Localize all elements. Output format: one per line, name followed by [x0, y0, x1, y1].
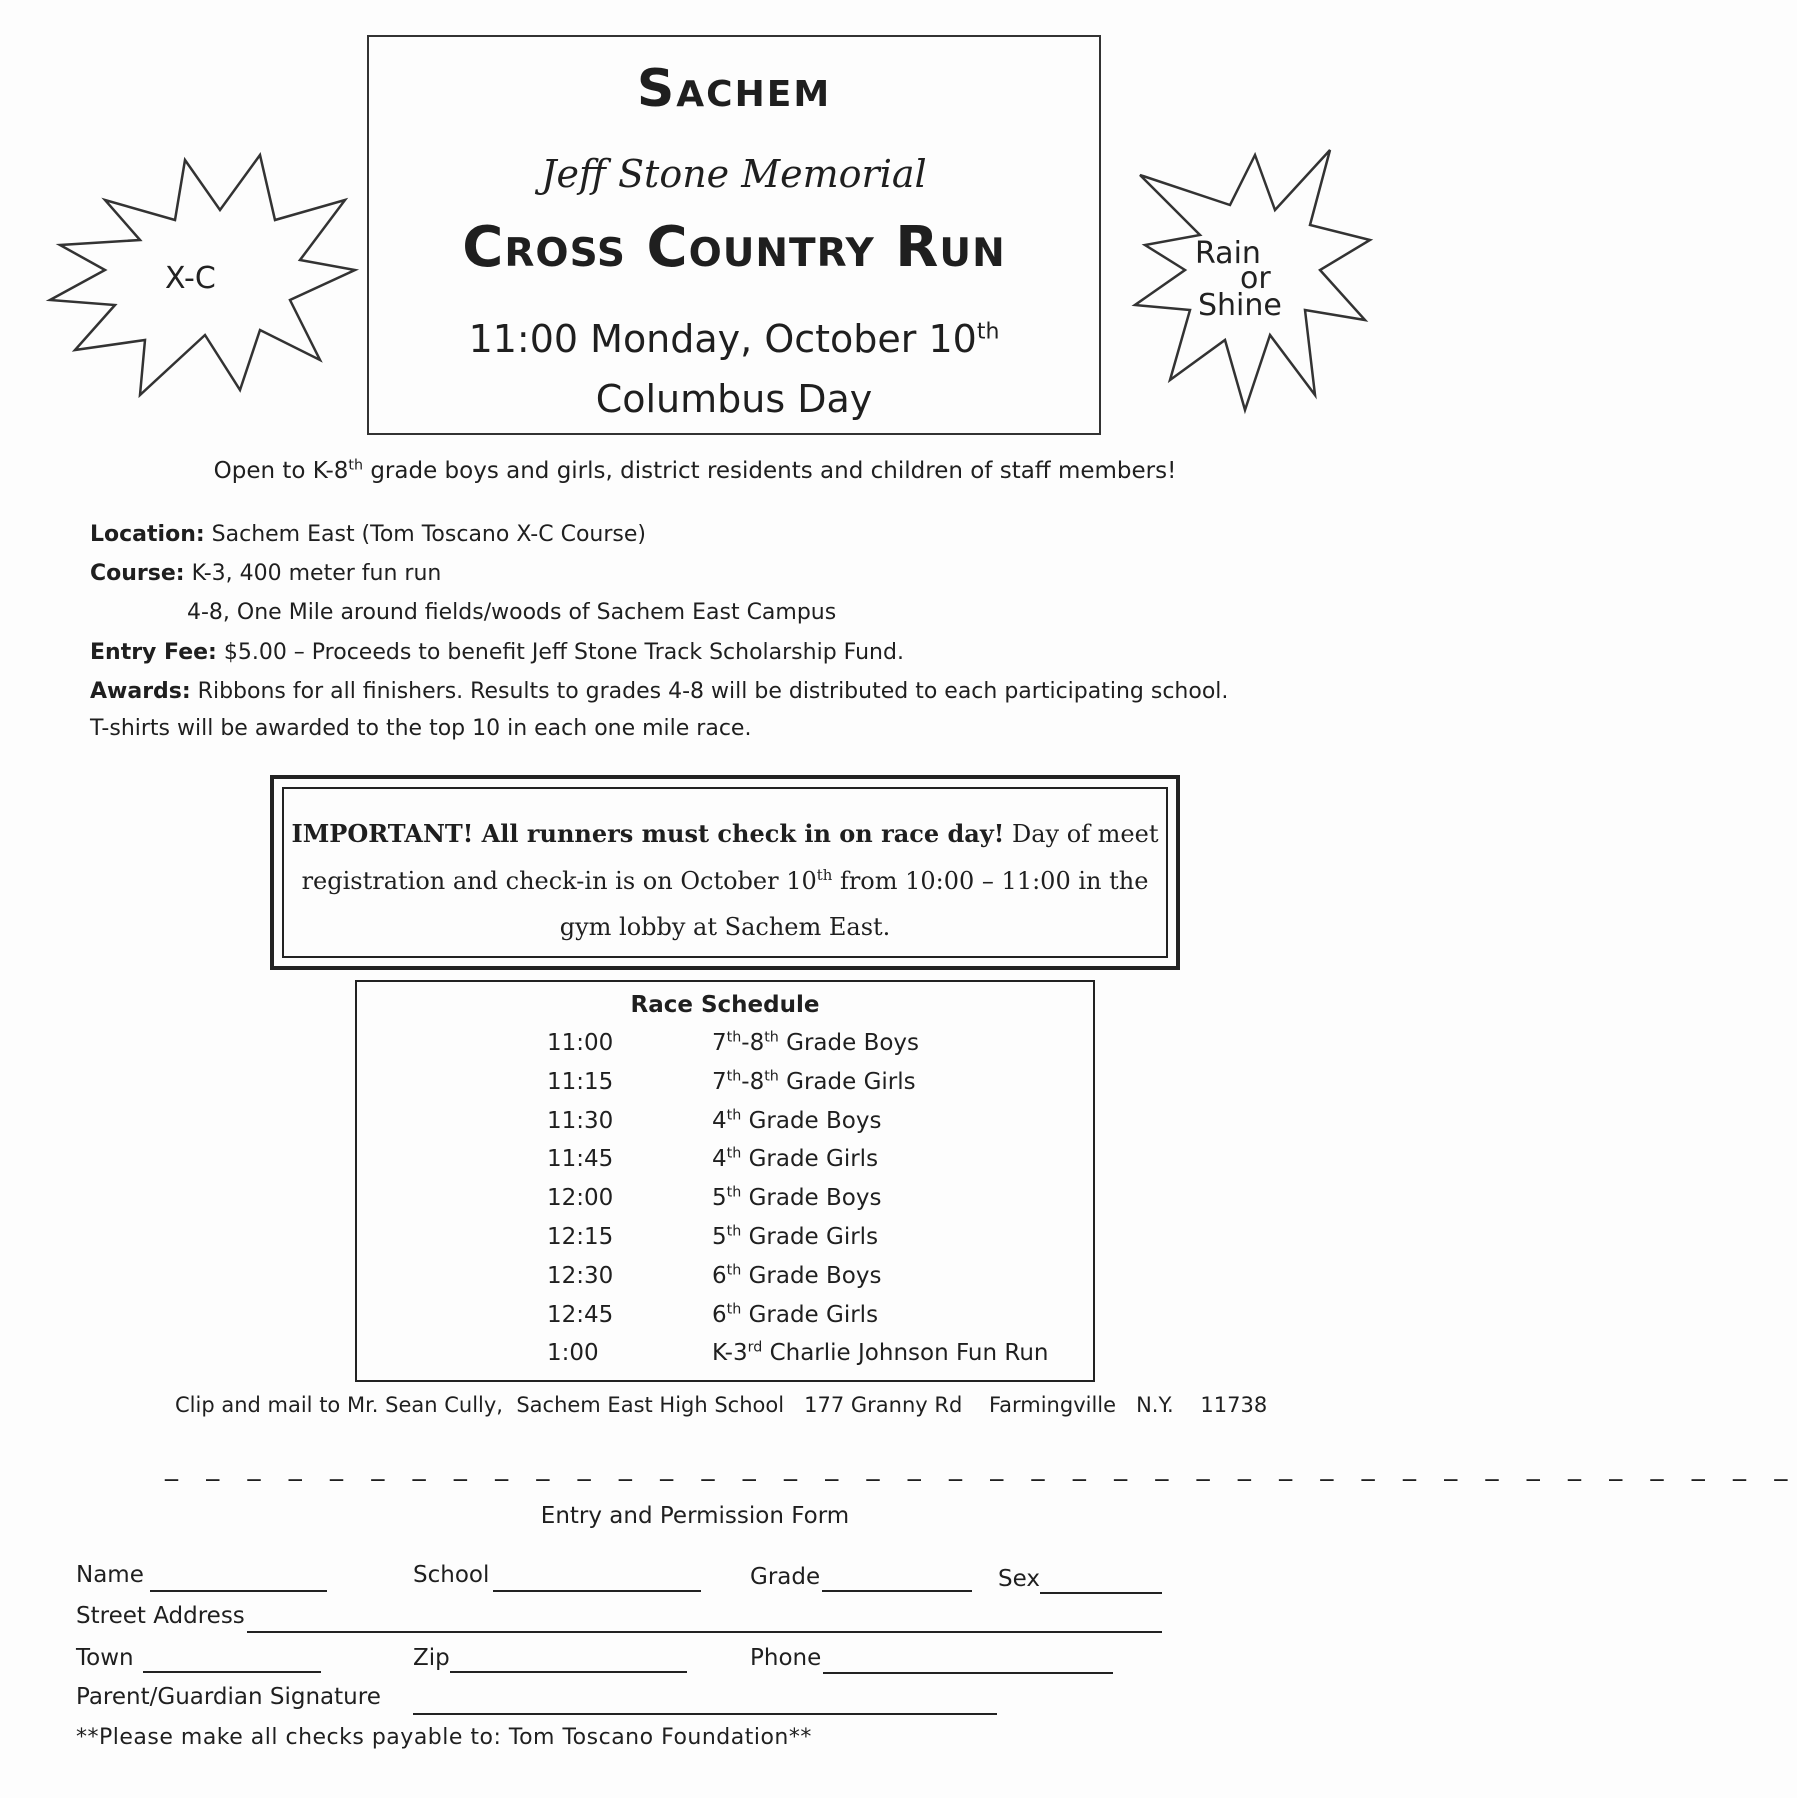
schedule-race: 6th Grade Girls — [712, 1300, 879, 1328]
schedule-time: 1:00 — [547, 1340, 599, 1367]
signature-field[interactable] — [413, 1713, 997, 1715]
holiday-label: Columbus Day — [595, 377, 873, 421]
phone-label: Phone — [750, 1645, 822, 1671]
schedule-time: 12:45 — [547, 1301, 614, 1328]
clip-divider: _ _ _ _ _ _ _ _ _ _ _ _ _ _ _ _ _ _ _ _ _ _ _ _ _ _ _ _ _ _ _ _ _ _ _ _ _ _ _ _ — [165, 1452, 1797, 1482]
schedule-time: 11:15 — [547, 1068, 614, 1095]
schedule-time: 11:45 — [547, 1146, 614, 1173]
race-schedule-box — [355, 980, 1095, 1382]
location-line: Location: Sachem East (Tom Toscano X-C Course) — [90, 522, 646, 547]
name-field[interactable] — [150, 1590, 327, 1592]
important-notice-box — [270, 775, 1180, 970]
or-label: or — [1240, 261, 1271, 296]
schedule-race: 7th-8th Grade Boys — [712, 1029, 920, 1056]
schedule-time: 11:00 — [547, 1030, 614, 1056]
schedule-race: 4th Grade Boys — [712, 1106, 882, 1134]
school-label: School — [413, 1562, 490, 1588]
town-field[interactable] — [143, 1671, 321, 1673]
rain-or-shine-burst-shape — [1130, 145, 1375, 425]
schedule-time: 12:30 — [547, 1262, 614, 1289]
awards-line: Awards: Ribbons for all finishers. Results to grades 4-8 will be distributed to each participating school. — [90, 679, 1229, 704]
course-line-2: 4-8, One Mile around fields/woods of Sachem East Campus — [187, 600, 837, 625]
checks-payable-note: **Please make all checks payable to: Tom Toscano Foundation** — [76, 1725, 812, 1750]
school-field[interactable] — [493, 1590, 701, 1592]
course-line: Course: K-3, 400 meter fun run — [90, 561, 442, 586]
grade-field[interactable] — [822, 1590, 972, 1592]
important-line-2: registration and check-in is on October 10th from 10:00 – 11:00 in the — [301, 866, 1149, 895]
name-label: Name — [76, 1562, 144, 1588]
tshirts-line: T-shirts will be awarded to the top 10 in each one mile race. — [90, 716, 752, 741]
schedule-race: 6th Grade Boys — [712, 1262, 882, 1289]
form-title: Entry and Permission Form — [540, 1503, 850, 1529]
header-box — [367, 35, 1101, 435]
schedule-race: 4th Grade Girls — [712, 1145, 879, 1173]
grade-label: Grade — [750, 1564, 821, 1590]
entry-fee-line: Entry Fee: $5.00 – Proceeds to benefit Jeff Stone Track Scholarship Fund. — [90, 640, 904, 665]
schedule-race: 7th-8th Grade Girls — [712, 1068, 916, 1095]
street-address-field[interactable] — [247, 1631, 1162, 1633]
race-title: Cross Country Run — [462, 215, 1006, 280]
schedule-time: 12:15 — [547, 1224, 614, 1250]
town-label: Town — [76, 1645, 134, 1671]
signature-label: Parent/Guardian Signature — [76, 1684, 381, 1710]
eligibility-line: Open to K-8th grade boys and girls, district residents and children of staff members! — [213, 457, 1177, 484]
schedule-race: 5th Grade Girls — [712, 1223, 879, 1250]
memorial-subtitle: Jeff Stone Memorial — [541, 152, 927, 196]
schedule-title: Race Schedule — [630, 992, 820, 1018]
schedule-time: 11:30 — [547, 1107, 614, 1134]
important-line-1: IMPORTANT! All runners must check in on race day! Day of meet — [291, 819, 1159, 848]
rain-label: Rain — [1195, 236, 1261, 271]
zip-label: Zip — [413, 1645, 450, 1671]
shine-label: Shine — [1198, 288, 1282, 323]
event-date: 11:00 Monday, October 10th — [468, 317, 1000, 361]
event-title: Sachem — [636, 59, 832, 119]
schedule-time: 12:00 — [547, 1185, 614, 1212]
schedule-race: K-3rd Charlie Johnson Fun Run — [712, 1339, 1049, 1367]
schedule-race: 5th Grade Boys — [712, 1184, 882, 1212]
street-address-label: Street Address — [76, 1603, 245, 1629]
xc-burst-label: X-C — [165, 261, 216, 296]
zip-field[interactable] — [450, 1671, 687, 1673]
phone-field[interactable] — [823, 1672, 1113, 1674]
xc-burst-shape — [45, 140, 365, 410]
mailing-address: Clip and mail to Mr. Sean Cully, Sachem East High School 177 Granny Rd Farmingville N.Y. 11738 — [175, 1393, 1268, 1417]
important-line-3: gym lobby at Sachem East. — [559, 913, 891, 941]
sex-label: Sex — [998, 1566, 1040, 1592]
sex-field[interactable] — [1040, 1592, 1162, 1594]
